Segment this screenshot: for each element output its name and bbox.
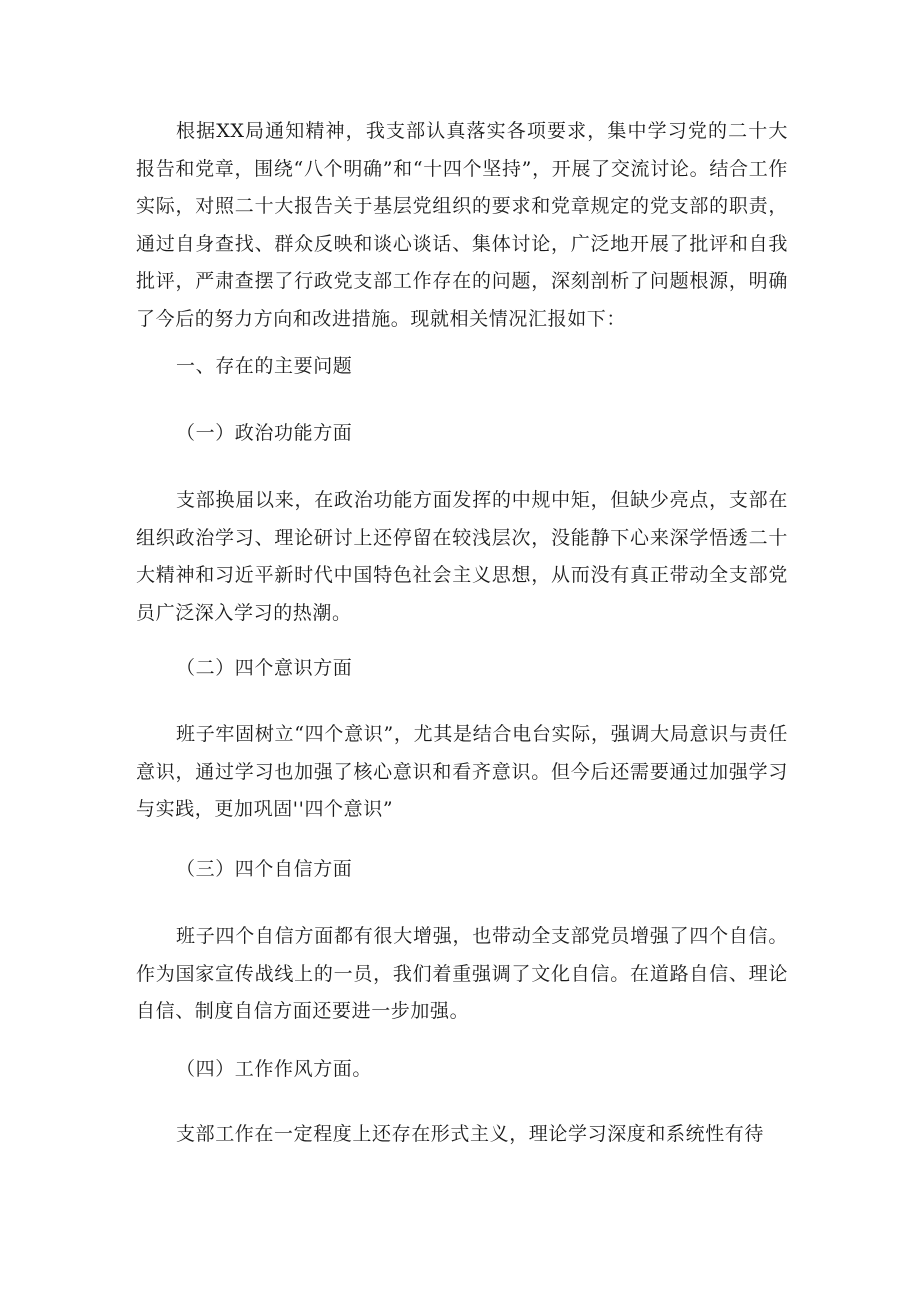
paragraph-four-confidences: 班子四个自信方面都有很大增强，也带动全支部党员增强了四个自信。作为国家宣传战线上的一员，我们着重强调了文化自信。在道路自信、理论自信、制度自信方面还要进一步加强。 xyxy=(136,925,788,1023)
paragraph-four-consciousness: 班子牢固树立“四个意识”，尤其是结合电台实际，强调大局意识与责任意识，通过学习也加强了核心意识和看齐意识。但今后还需要通过加强学习与实践，更加巩固''四个意识” xyxy=(136,723,788,821)
section-heading-main-problems: 一、存在的主要问题 xyxy=(176,355,353,377)
intro-paragraph: 根据XX局通知精神，我支部认真落实各项要求，集中学习党的二十大报告和党章，围绕“八个明确”和“十四个坚持”，开展了交流讨论。结合工作实际，对照二十大报告关于基层党组织的要求和党章规定的党支部的职责，通过自身查找、群众反映和谈心谈话、集体讨论，广泛地开展了批评和自我批评，严肃查摆了行政党支部工作存在的问题，深刻剖析了问题根源，明确了今后的努力方向和改进措施。现就相关情况汇报如下： xyxy=(136,120,788,330)
subheading-political-function: （一）政治功能方面 xyxy=(176,422,353,444)
subheading-four-confidences: （三）四个自信方面 xyxy=(176,858,353,880)
subheading-four-consciousness: （二）四个意识方面 xyxy=(176,657,353,679)
subheading-work-style: （四）工作作风方面。 xyxy=(176,1058,373,1080)
paragraph-political-function: 支部换届以来，在政治功能方面发挥的中规中矩，但缺少亮点，支部在组织政治学习、理论研讨上还停留在较浅层次，没能静下心来深学悟透二十大精神和习近平新时代中国特色社会主义思想，从而没有真正带动全支部党员广泛深入学习的热潮。 xyxy=(136,489,788,624)
paragraph-work-style: 支部工作在一定程度上还存在形式主义，理论学习深度和系统性有待 xyxy=(176,1123,765,1145)
